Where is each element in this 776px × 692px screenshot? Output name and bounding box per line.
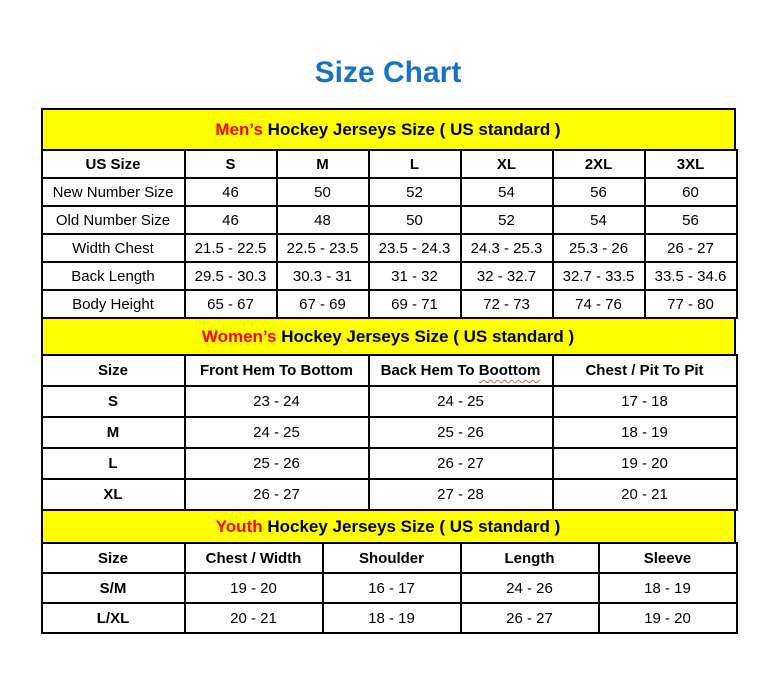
value-cell: 69 - 71 [369,290,461,318]
page-title: Size Chart [314,56,462,89]
value-cell: 32.7 - 33.5 [553,262,645,290]
column-header-text: Back Hem To [380,362,479,379]
value-cell: 46 [185,178,277,206]
value-cell: 52 [461,206,553,234]
row-label-cell: Body Height [42,290,185,318]
value-cell: 30.3 - 31 [277,262,369,290]
value-cell: 74 - 76 [553,290,645,318]
womens-size-table [41,354,738,511]
value-cell: 56 [645,206,737,234]
value-cell: 17 - 18 [553,386,737,417]
value-cell: 26 - 27 [461,603,599,633]
womens-header-text: Hockey Jerseys Size ( US standard ) [276,327,575,346]
value-cell: 20 - 21 [185,603,323,633]
value-cell: 29.5 - 30.3 [185,262,277,290]
misspelled-word: Boottom [478,362,541,379]
value-cell: 24 - 25 [185,417,369,448]
column-header: Length [461,543,599,573]
column-header: XL [461,150,553,178]
column-header: Size [42,543,185,573]
value-cell: 52 [369,178,461,206]
youth-section-header [41,509,736,544]
mens-header-text: Hockey Jerseys Size ( US standard ) [262,120,561,139]
youth-header-row [42,543,737,573]
value-cell: 22.5 - 23.5 [277,234,369,262]
mens-section-header [41,108,736,151]
row-label-cell: M [42,417,185,448]
value-cell: 19 - 20 [599,603,737,633]
row-label-cell: L [42,448,185,479]
mens-header-highlight: Men’s [215,120,263,139]
value-cell: 25.3 - 26 [553,234,645,262]
value-cell: 23.5 - 24.3 [369,234,461,262]
row-label-cell: Back Length [42,262,185,290]
table-row [42,417,737,448]
value-cell: 54 [553,206,645,234]
column-header: US Size [42,150,185,178]
row-label-cell: S [42,386,185,417]
youth-section [41,509,736,634]
womens-header-row [42,355,737,386]
mens-header-row [42,150,737,178]
row-label-cell: L/XL [42,603,185,633]
value-cell: 67 - 69 [277,290,369,318]
column-header: 3XL [645,150,737,178]
column-header [369,355,553,386]
value-cell: 21.5 - 22.5 [185,234,277,262]
row-label-cell: XL [42,479,185,510]
row-label-cell: Width Chest [42,234,185,262]
value-cell: 26 - 27 [645,234,737,262]
value-cell: 48 [277,206,369,234]
table-row [42,262,737,290]
row-label-cell: S/M [42,573,185,603]
column-header: Chest / Width [185,543,323,573]
value-cell: 26 - 27 [369,448,553,479]
youth-header-text: Hockey Jerseys Size ( US standard ) [262,517,561,536]
column-header: L [369,150,461,178]
size-chart-container [41,108,736,634]
value-cell: 18 - 19 [553,417,737,448]
value-cell: 56 [553,178,645,206]
value-cell: 65 - 67 [185,290,277,318]
value-cell: 77 - 80 [645,290,737,318]
value-cell: 60 [645,178,737,206]
value-cell: 19 - 20 [185,573,323,603]
table-row [42,386,737,417]
table-row [42,479,737,510]
table-row [42,448,737,479]
value-cell: 19 - 20 [553,448,737,479]
column-header: Size [42,355,185,386]
value-cell: 18 - 19 [323,603,461,633]
table-row [42,603,737,633]
column-header: 2XL [553,150,645,178]
value-cell: 26 - 27 [185,479,369,510]
table-row [42,206,737,234]
womens-section-header [41,317,736,356]
mens-size-table [41,149,738,319]
value-cell: 24 - 26 [461,573,599,603]
value-cell: 16 - 17 [323,573,461,603]
table-row [42,573,737,603]
value-cell: 50 [369,206,461,234]
value-cell: 32 - 32.7 [461,262,553,290]
value-cell: 23 - 24 [185,386,369,417]
value-cell: 24.3 - 25.3 [461,234,553,262]
column-header: Front Hem To Bottom [185,355,369,386]
womens-section [41,317,736,511]
value-cell: 54 [461,178,553,206]
row-label-cell: New Number Size [42,178,185,206]
womens-header-highlight: Women’s [201,327,277,346]
youth-header-highlight: Youth [215,517,263,536]
table-row [42,178,737,206]
column-header: S [185,150,277,178]
row-label-cell: Old Number Size [42,206,185,234]
value-cell: 25 - 26 [369,417,553,448]
table-row [42,234,737,262]
column-header: M [277,150,369,178]
value-cell: 50 [277,178,369,206]
value-cell: 72 - 73 [461,290,553,318]
value-cell: 33.5 - 34.6 [645,262,737,290]
value-cell: 18 - 19 [599,573,737,603]
value-cell: 46 [185,206,277,234]
value-cell: 20 - 21 [553,479,737,510]
value-cell: 27 - 28 [369,479,553,510]
column-header: Chest / Pit To Pit [553,355,737,386]
column-header: Shoulder [323,543,461,573]
value-cell: 25 - 26 [185,448,369,479]
table-row [42,290,737,318]
column-header: Sleeve [599,543,737,573]
mens-section [41,108,736,319]
value-cell: 31 - 32 [369,262,461,290]
value-cell: 24 - 25 [369,386,553,417]
youth-size-table [41,542,738,634]
